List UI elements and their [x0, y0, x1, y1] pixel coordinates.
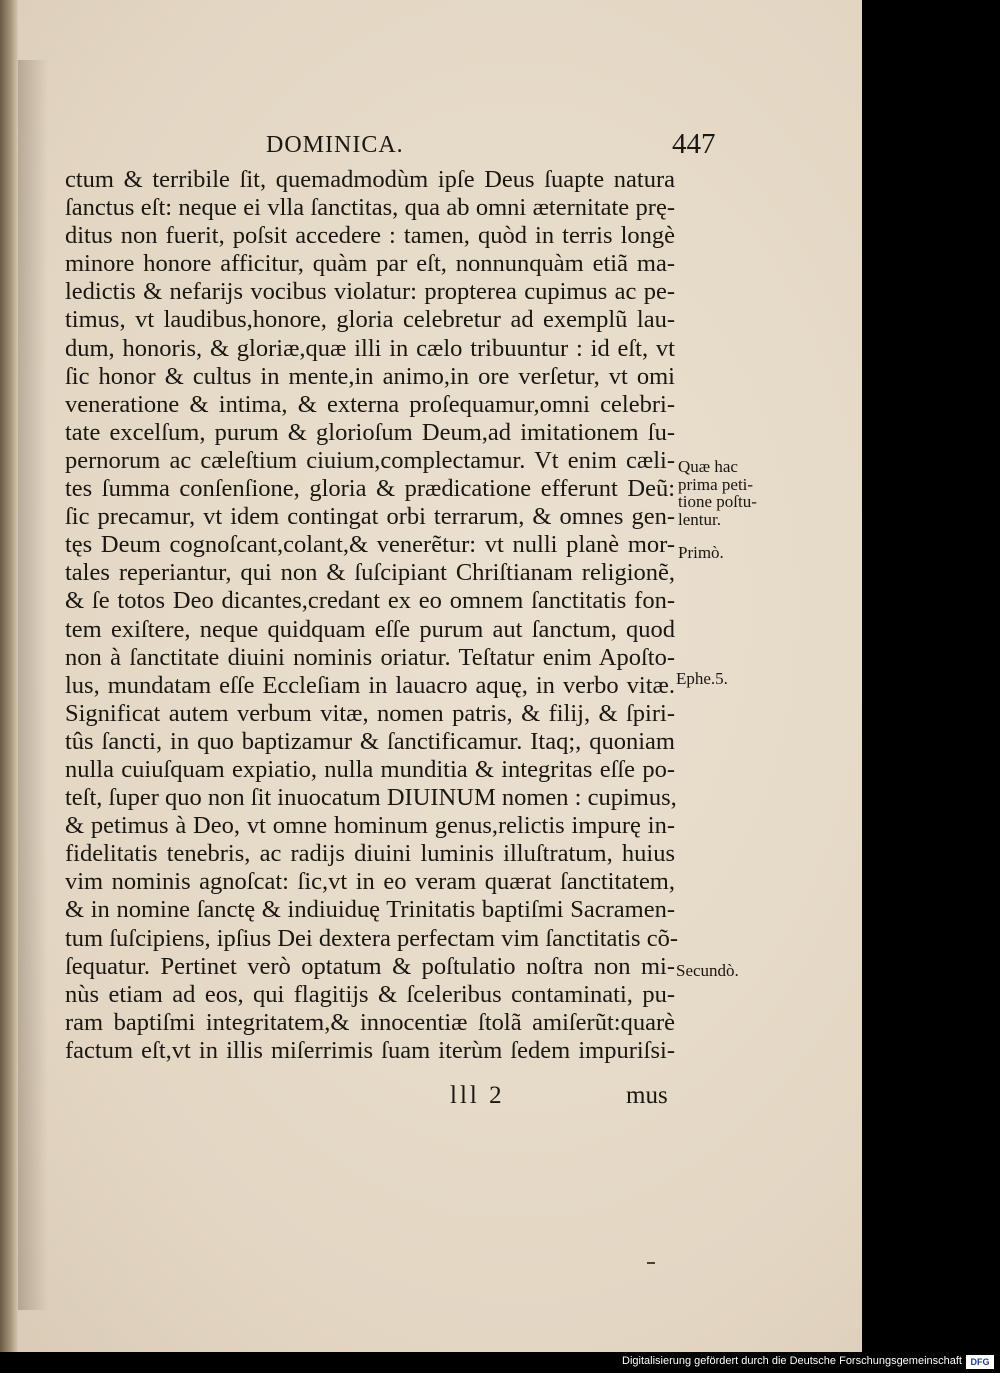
text-line: dum, honoris, & gloriæ,quæ illi in cælo tribuuntur : id eſt, vt — [65, 334, 675, 362]
page-header — [0, 128, 862, 168]
book-spine — [0, 0, 18, 1352]
text-line: Significat autem verbum vitæ, nomen patris, & filij, & ſpiri- — [65, 699, 675, 727]
text-line: teſt, ſuper quo non ſit inuocatum DIUINUM nomen : cupimus, — [65, 784, 677, 812]
text-line: ſanctus eſt: neque ei vlla ſanctitas, qua ab omni æternitate prę- — [65, 194, 675, 222]
margin-note-secundo: Secundò. — [676, 961, 739, 980]
text-line: tęs Deum cognoſcant,colant,& venerẽtur: vt nulli planè mor- — [65, 531, 675, 559]
footer-bar — [0, 1352, 1000, 1373]
text-line: ledictis & nefarijs vocibus violatur: propterea cupimus ac pe- — [65, 278, 675, 306]
margin-note-line: prima peti- — [678, 474, 754, 494]
running-head: DOMINICA. — [266, 132, 404, 158]
margin-note-line: lentur. — [678, 509, 721, 529]
text-line: tûs ſancti, in quo baptizamur & ſanctificamur. Itaq;, quoniam — [65, 727, 675, 755]
catchword: mus — [626, 1082, 668, 1109]
margin-note-petition — [678, 458, 757, 528]
page-number: 447 — [672, 128, 716, 160]
text-line: nùs etiam ad eos, qui flagitijs & ſceleribus contaminati, pu- — [65, 980, 675, 1008]
margin-note-line: tione poſtu- — [678, 492, 757, 511]
text-line: ctum & terribile ſit, quemadmodùm ipſe Deus ſuapte natura — [65, 166, 675, 193]
text-line: tes ſumma conſenſione, gloria & prædicatione efferunt Deũ: — [65, 475, 675, 503]
catch-line — [0, 1082, 862, 1112]
text-line: nulla cuiuſquam expiatio, nulla munditia & integritas eſſe po- — [65, 755, 675, 783]
body-text — [65, 166, 678, 1065]
text-line: ſic precamur, vt idem contingat orbi terrarum, & omnes gen- — [65, 503, 675, 531]
text-line: ſequatur. Pertinet verò optatum & poſtulatio noſtra non mi- — [65, 952, 675, 980]
gutter-shadow — [18, 60, 48, 1310]
text-line: vim nominis agnoſcat: ſic,vt in eo veram quærat ſanctitatem, — [65, 868, 675, 896]
text-line: & ſe totos Deo dicantes,credant ex eo omnem ſanctitatis fon- — [65, 587, 675, 615]
text-line: tales reperiantur, qui non & ſuſcipiant Chriſtianam religionẽ, — [65, 559, 675, 587]
text-line: ram baptiſmi integritatem,& innocentiæ ſtolã amiſerũt:quarè — [65, 1008, 675, 1036]
text-line: tum ſuſcipiens, ipſius Dei dextera perfectam vim ſanctitatis cõ- — [65, 924, 678, 952]
margin-note-ephesians: Ephe.5. — [676, 669, 728, 688]
margin-note-line: Quæ hac — [678, 457, 738, 476]
text-line: minore honore afficitur, quàm par eſt, nonnunquàm etiã ma- — [65, 250, 675, 278]
ink-mark — [647, 1262, 655, 1264]
text-line: factum eſt,vt in illis miſerrimis ſuam iterùm ſedem impuriſsi- — [65, 1036, 675, 1064]
text-line: & petimus à Deo, vt omne hominum genus,relictis impurę in- — [65, 812, 675, 840]
text-line: ditus non fuerit, poſsit accedere : tamen, quòd in terris longè — [65, 222, 675, 250]
text-line: tate excelſum, purum & glorioſum Deum,ad imitationem ſu- — [65, 418, 675, 446]
text-line: pernorum ac cæleſtium ciuium,complectamur. Vt enim cæli- — [65, 446, 675, 474]
text-line: non à ſanctitate diuini nominis oriatur. Teſtatur enim Apoſto- — [65, 643, 675, 671]
text-line: lus, mundatam eſſe Eccleſiam in lauacro aquę, in verbo vitæ. — [65, 671, 675, 699]
dfg-logo: DFG — [966, 1355, 994, 1369]
funding-credit: Digitalisierung gefördert durch die Deutsche Forschungsgemeinschaft — [622, 1355, 962, 1367]
signature-mark: lll 2 — [450, 1082, 505, 1109]
text-line: tem exiſtere, neque quidquam eſſe purum aut ſanctum, quod — [65, 615, 675, 643]
text-line: fidelitatis tenebris, ac radijs diuini luminis illuſtratum, huius — [65, 840, 675, 868]
text-line: veneratione & intima, & externa proſequamur,omni celebri- — [65, 390, 675, 418]
text-line: ſic honor & cultus in mente,in animo,in ore verſetur, vt omi — [65, 362, 675, 390]
margin-note-primo: Primò. — [678, 543, 724, 562]
text-line: timus, vt laudibus,honore, gloria celebretur ad exemplũ lau- — [65, 306, 675, 334]
text-line: & in nomine ſanctę & indiuiduę Trinitatis baptiſmi Sacramen- — [65, 896, 675, 924]
